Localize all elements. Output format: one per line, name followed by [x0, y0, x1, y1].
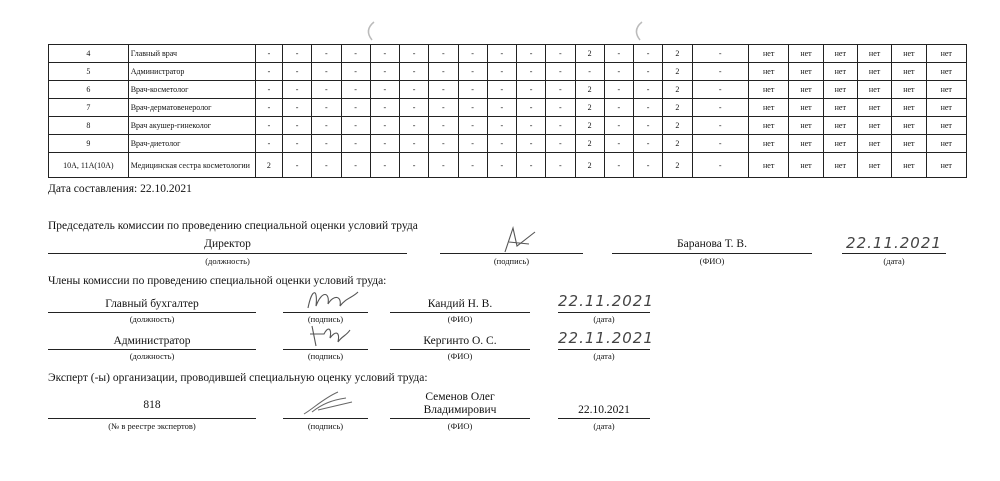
table-cell: -	[546, 81, 575, 99]
table-row	[49, 45, 967, 63]
table-cell: нет	[857, 45, 891, 63]
row-position-name: Медицинская сестра косметологии	[128, 153, 255, 178]
table-cell: -	[370, 45, 399, 63]
table-cell: -	[487, 81, 516, 99]
table-cell: 2	[575, 153, 604, 178]
expert-fio-line1: Семенов Олег	[425, 391, 495, 403]
table-cell: нет	[789, 99, 823, 117]
table-cell: нет	[823, 117, 857, 135]
table-cell: нет	[749, 81, 789, 99]
table-cell: нет	[749, 45, 789, 63]
table-cell: -	[604, 153, 633, 178]
table-cell: -	[312, 81, 341, 99]
table-cell: -	[255, 63, 282, 81]
member-2-fio-caption: (ФИО)	[447, 351, 473, 361]
table-cell: нет	[892, 117, 926, 135]
table-cell: нет	[892, 153, 926, 178]
table-cell: 2	[663, 45, 692, 63]
table-cell: нет	[823, 81, 857, 99]
table-cell: 2	[575, 81, 604, 99]
table-cell: -	[517, 99, 546, 117]
table-cell: -	[487, 153, 516, 178]
table-cell: -	[370, 153, 399, 178]
table-cell: -	[400, 81, 429, 99]
table-cell: -	[458, 153, 487, 178]
table-cell: -	[341, 63, 370, 81]
table-cell: 2	[255, 153, 282, 178]
table-cell: -	[400, 135, 429, 153]
table-cell: -	[341, 81, 370, 99]
table-cell: нет	[789, 153, 823, 178]
compiled-label: Дата составления:	[48, 183, 138, 195]
table-row	[49, 63, 967, 81]
member-2-date: 22.11.2021	[558, 329, 654, 347]
table-cell: -	[458, 81, 487, 99]
table-cell: нет	[789, 45, 823, 63]
table-cell: 2	[663, 63, 692, 81]
stamp-trace	[628, 20, 648, 42]
table-cell: -	[283, 117, 312, 135]
table-cell: -	[692, 81, 748, 99]
table-cell: -	[604, 135, 633, 153]
stamp-trace	[360, 20, 380, 42]
table-cell: -	[341, 135, 370, 153]
expert-registry-line	[48, 418, 256, 419]
table-cell: -	[575, 63, 604, 81]
table-cell: -	[692, 117, 748, 135]
table-cell: нет	[789, 135, 823, 153]
member-1-signature-icon	[302, 284, 362, 314]
table-cell: нет	[892, 63, 926, 81]
table-cell: -	[458, 45, 487, 63]
table-cell: -	[546, 63, 575, 81]
table-cell: -	[312, 135, 341, 153]
table-cell: 2	[663, 153, 692, 178]
table-cell: нет	[892, 81, 926, 99]
table-cell: 2	[663, 117, 692, 135]
chair-signature-line	[440, 253, 583, 254]
table-cell: -	[400, 153, 429, 178]
table-cell: -	[487, 135, 516, 153]
table-cell: -	[634, 99, 663, 117]
table-cell: -	[692, 135, 748, 153]
expert-date: 22.10.2021	[578, 404, 630, 416]
table-cell: нет	[789, 81, 823, 99]
table-cell: -	[517, 135, 546, 153]
chair-date-line	[842, 253, 946, 254]
chair-signature-caption: (подпись)	[493, 256, 530, 266]
member-1-signature-caption: (подпись)	[307, 314, 344, 324]
table-cell: -	[692, 99, 748, 117]
row-number: 9	[49, 135, 129, 153]
member-1-fio: Кандий Н. В.	[427, 298, 493, 310]
table-cell: -	[604, 99, 633, 117]
table-cell: -	[370, 117, 399, 135]
table-cell: -	[312, 153, 341, 178]
member-1-position-caption: (должность)	[129, 314, 175, 324]
table-cell: -	[255, 117, 282, 135]
member-1-fio-caption: (ФИО)	[447, 314, 473, 324]
table-cell: нет	[926, 63, 966, 81]
row-number: 10А, 11А(10А)	[49, 153, 129, 178]
member-2-date-line	[558, 349, 650, 350]
table-cell: -	[429, 99, 458, 117]
table-row	[49, 81, 967, 99]
member-1-signature-line	[283, 312, 368, 313]
table-cell: -	[255, 99, 282, 117]
expert-date-line	[558, 418, 650, 419]
table-cell: 2	[663, 81, 692, 99]
table-cell: -	[341, 45, 370, 63]
expert-registry-caption: (№ в реестре экспертов)	[108, 421, 196, 431]
expert-signature-line	[283, 418, 368, 419]
table-cell: нет	[749, 153, 789, 178]
member-1-fio-line	[390, 312, 530, 313]
chair-signature-icon	[495, 224, 545, 256]
row-position-name: Врач-диетолог	[128, 135, 255, 153]
table-cell: нет	[823, 45, 857, 63]
table-cell: -	[429, 45, 458, 63]
member-2-signature-line	[283, 349, 368, 350]
chair-fio: Баранова Т. В.	[677, 238, 747, 250]
table-cell: -	[546, 45, 575, 63]
table-cell: -	[458, 63, 487, 81]
expert-signature-caption: (подпись)	[307, 421, 344, 431]
table-cell: нет	[749, 117, 789, 135]
expert-fio-line2: Владимирович	[423, 404, 497, 416]
member-1-date-line	[558, 312, 650, 313]
table-cell: -	[283, 135, 312, 153]
expert-registry-number: 818	[143, 399, 161, 411]
table-cell: -	[604, 117, 633, 135]
row-number: 6	[49, 81, 129, 99]
table-cell: 2	[575, 45, 604, 63]
table-cell: -	[370, 99, 399, 117]
member-1-date: 22.11.2021	[558, 292, 654, 310]
row-position-name: Врач-дерматовенеролог	[128, 99, 255, 117]
table-cell: -	[458, 99, 487, 117]
table-cell: -	[429, 81, 458, 99]
table-cell: -	[370, 63, 399, 81]
expert-signature-icon	[298, 388, 358, 418]
table-cell: -	[517, 117, 546, 135]
table-cell: нет	[926, 45, 966, 63]
chair-date-caption: (дата)	[883, 256, 905, 266]
table-cell: -	[546, 153, 575, 178]
table-cell: -	[400, 63, 429, 81]
table-cell: нет	[857, 81, 891, 99]
table-cell: 2	[663, 135, 692, 153]
table-cell: нет	[857, 99, 891, 117]
table-cell: -	[312, 63, 341, 81]
members-heading: Члены комиссии по проведению специальной оценки условий труда:	[48, 275, 387, 287]
expert-fio-underline	[390, 418, 530, 419]
table-cell: -	[429, 135, 458, 153]
table-cell: -	[400, 99, 429, 117]
member-2-position: Администратор	[113, 335, 191, 347]
table-cell: нет	[823, 99, 857, 117]
table-cell: -	[255, 135, 282, 153]
table-cell: -	[517, 81, 546, 99]
table-cell: -	[692, 63, 748, 81]
row-position-name: Главный врач	[128, 45, 255, 63]
table-cell: -	[312, 45, 341, 63]
member-2-signature-caption: (подпись)	[307, 351, 344, 361]
table-cell: -	[283, 63, 312, 81]
table-cell: -	[692, 45, 748, 63]
expert-date-caption: (дата)	[593, 421, 615, 431]
table-cell: -	[604, 81, 633, 99]
compiled-value: 22.10.2021	[140, 183, 192, 195]
table-cell: -	[692, 153, 748, 178]
table-cell: -	[634, 153, 663, 178]
table-cell: -	[283, 153, 312, 178]
table-row	[49, 117, 967, 135]
table-cell: нет	[857, 135, 891, 153]
table-cell: -	[283, 45, 312, 63]
table-cell: -	[400, 117, 429, 135]
table-cell: -	[341, 153, 370, 178]
table-cell: -	[487, 45, 516, 63]
table-cell: нет	[926, 99, 966, 117]
table-cell: -	[634, 45, 663, 63]
table-cell: нет	[823, 135, 857, 153]
chair-position-line	[48, 253, 407, 254]
table-cell: -	[429, 117, 458, 135]
table-cell: -	[429, 153, 458, 178]
expert-heading: Эксперт (-ы) организации, проводившей специальную оценку условий труда:	[48, 372, 428, 384]
table-cell: -	[341, 99, 370, 117]
table-cell: -	[487, 63, 516, 81]
member-2-position-caption: (должность)	[129, 351, 175, 361]
assessment-table	[48, 44, 967, 178]
table-cell: нет	[749, 135, 789, 153]
table-cell: -	[312, 99, 341, 117]
table-cell: нет	[892, 135, 926, 153]
table-cell: -	[604, 63, 633, 81]
table-cell: 2	[575, 135, 604, 153]
member-2-date-caption: (дата)	[593, 351, 615, 361]
member-1-position: Главный бухгалтер	[105, 298, 199, 310]
chair-fio-caption: (ФИО)	[699, 256, 725, 266]
table-cell: нет	[892, 45, 926, 63]
table-cell: -	[517, 45, 546, 63]
chair-fio-line	[612, 253, 812, 254]
table-cell: нет	[823, 63, 857, 81]
row-position-name: Врач акушер-гинеколог	[128, 117, 255, 135]
row-number: 8	[49, 117, 129, 135]
table-cell: нет	[926, 117, 966, 135]
member-2-fio-line	[390, 349, 530, 350]
table-cell: -	[517, 63, 546, 81]
member-1-position-line	[48, 312, 256, 313]
table-cell: 2	[575, 99, 604, 117]
chair-date: 22.11.2021	[846, 234, 942, 252]
table-cell: 2	[575, 117, 604, 135]
table-cell: -	[546, 117, 575, 135]
row-number: 4	[49, 45, 129, 63]
member-2-position-line	[48, 349, 256, 350]
table-cell: нет	[823, 153, 857, 178]
table-cell: нет	[926, 135, 966, 153]
table-cell: нет	[857, 63, 891, 81]
table-cell: нет	[857, 153, 891, 178]
table-cell: -	[283, 81, 312, 99]
table-cell: -	[429, 63, 458, 81]
table-cell: -	[283, 99, 312, 117]
table-cell: нет	[926, 81, 966, 99]
table-cell: -	[604, 45, 633, 63]
table-cell: нет	[789, 117, 823, 135]
table-row	[49, 153, 967, 178]
table-cell: -	[634, 135, 663, 153]
table-cell: -	[458, 117, 487, 135]
table-cell: нет	[749, 99, 789, 117]
row-number: 7	[49, 99, 129, 117]
compiled-date	[48, 183, 192, 195]
table-cell: 2	[663, 99, 692, 117]
table-cell: -	[634, 81, 663, 99]
table-cell: -	[634, 117, 663, 135]
member-2-signature-icon	[306, 320, 356, 350]
table-cell: -	[546, 135, 575, 153]
table-cell: -	[255, 45, 282, 63]
table-cell: нет	[857, 117, 891, 135]
table-cell: -	[370, 135, 399, 153]
member-1-date-caption: (дата)	[593, 314, 615, 324]
chair-position-caption: (должность)	[205, 256, 250, 266]
table-cell: -	[370, 81, 399, 99]
row-position-name: Врач-косметолог	[128, 81, 255, 99]
table-cell: нет	[926, 153, 966, 178]
table-cell: -	[487, 99, 516, 117]
table-cell: нет	[749, 63, 789, 81]
table-cell: нет	[789, 63, 823, 81]
table-row	[49, 99, 967, 117]
table-cell: -	[517, 153, 546, 178]
chair-heading: Председатель комиссии по проведению специальной оценки условий труда	[48, 220, 418, 232]
table-row	[49, 135, 967, 153]
table-cell: -	[255, 81, 282, 99]
table-cell: -	[487, 117, 516, 135]
table-cell: нет	[892, 99, 926, 117]
table-cell: -	[634, 63, 663, 81]
chair-position: Директор	[204, 238, 251, 250]
table-cell: -	[341, 117, 370, 135]
row-number: 5	[49, 63, 129, 81]
row-position-name: Администратор	[128, 63, 255, 81]
member-2-fio: Кергинто О. С.	[423, 335, 497, 347]
table-cell: -	[312, 117, 341, 135]
table-cell: -	[400, 45, 429, 63]
table-cell: -	[458, 135, 487, 153]
expert-fio-caption: (ФИО)	[447, 421, 473, 431]
table-cell: -	[546, 99, 575, 117]
